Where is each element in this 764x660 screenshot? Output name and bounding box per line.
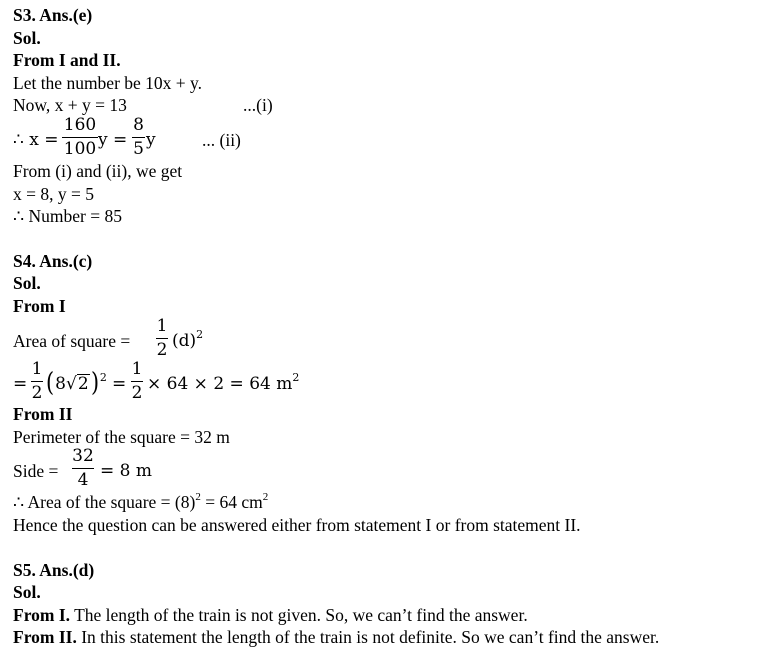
s4-side-rhs: = 8 m xyxy=(100,461,152,481)
s4-hence-line: Hence the question can be answered either from statement I or from statement II. xyxy=(13,515,581,535)
s4-perimeter-line: Perimeter of the square = 32 m xyxy=(13,427,230,447)
s4-calc-rest xyxy=(147,371,300,394)
s4-calc-half2-bar xyxy=(131,381,143,382)
s3-eq-tag-ii: ... (ii) xyxy=(202,130,241,150)
s4-right-paren: ) xyxy=(90,368,99,398)
s3-line-from-i-ii: From (i) and (ii), we get xyxy=(13,161,183,181)
s4-calc-half2-numerator: 1 xyxy=(131,359,143,379)
s4-side-label: Side = xyxy=(13,461,59,481)
s3-line-values: x = 8, y = 5 xyxy=(13,184,94,204)
s4-calc-half-numerator: 1 xyxy=(31,359,43,379)
s4-heading: S4. Ans.(c) xyxy=(13,251,93,271)
s4-fraction-32-4 xyxy=(72,448,94,489)
s3-heading: S3. Ans.(e) xyxy=(13,5,93,25)
s3-sol-label: Sol. xyxy=(13,28,41,48)
s3-fraction-160-100 xyxy=(62,117,98,158)
s5-from1-text: The length of the train is not given. So, we can’t find the answer. xyxy=(70,605,528,625)
s5-from1-label: From I. xyxy=(13,605,71,625)
s4-calc-half-bar xyxy=(31,381,43,382)
s4-half-numerator: 1 xyxy=(156,316,168,336)
s4-sqrt-symbol: √ xyxy=(65,374,77,394)
s4-area-label: Area of square = xyxy=(13,331,131,351)
s4-fraction-half xyxy=(156,318,168,359)
s4-sol-label: Sol. xyxy=(13,273,41,293)
s4-area-d: (d) xyxy=(172,331,197,351)
s4-calc-eq: = xyxy=(13,374,28,394)
s4-area2-mid: = 64 cm xyxy=(200,492,263,512)
s4-left-paren: ( xyxy=(46,368,55,398)
s3-x-prefix: ∴ x = xyxy=(13,130,59,150)
s3-frac1-numerator: 160 xyxy=(63,115,97,135)
s4-calc-fraction-half-2 xyxy=(131,361,143,402)
s4-area2-text: ∴ Area of the square = (8) xyxy=(13,492,196,512)
s4-calc-paren-expr xyxy=(45,368,107,398)
s4-area2-line xyxy=(13,491,269,512)
s5-from2-line xyxy=(13,629,659,647)
s5-heading: S5. Ans.(d) xyxy=(13,560,95,580)
s4-calc-rest-text: × 64 × 2 = 64 m xyxy=(147,374,293,394)
s4-side-numerator: 32 xyxy=(72,446,94,466)
s4-half-denominator: 2 xyxy=(156,340,168,361)
s4-calc-rest-exp: 2 xyxy=(292,371,300,384)
s4-calc-half2-denominator: 2 xyxy=(131,383,143,404)
s4-side-bar xyxy=(72,468,94,469)
s3-line-number-result: ∴ Number = 85 xyxy=(13,206,122,226)
s3-y-var: y xyxy=(146,130,156,150)
s3-y-equals: y = xyxy=(98,130,128,150)
s3-from-label: From I and II. xyxy=(13,50,121,70)
s4-from1-label: From I xyxy=(13,296,66,316)
s3-frac1-bar xyxy=(62,137,98,138)
s4-calc-half-denominator: 2 xyxy=(31,383,43,404)
s3-frac2-numerator: 8 xyxy=(133,115,144,135)
s4-calc-exp: 2 xyxy=(99,371,107,384)
s3-frac2-bar xyxy=(132,137,145,138)
s4-from2-label: From II xyxy=(13,404,73,424)
s3-line-sum: Now, x + y = 13 xyxy=(13,95,127,115)
s3-fraction-8-5 xyxy=(132,117,145,158)
s3-eq-tag-i: ...(i) xyxy=(243,95,273,115)
s3-frac2-denominator: 5 xyxy=(133,139,144,160)
s4-calc-mid-eq: = xyxy=(112,374,127,394)
s4-half-bar xyxy=(156,338,168,339)
s5-from1-line xyxy=(13,607,528,625)
s3-line-number: Let the number be 10x + y. xyxy=(13,73,203,93)
s4-sqrt-radicand: 2 xyxy=(77,374,89,394)
s4-calc-fraction-half xyxy=(31,361,43,402)
s5-sol-label: Sol. xyxy=(13,582,41,602)
s4-area2-exp2: 2 xyxy=(262,491,269,503)
s4-side-denominator: 4 xyxy=(77,470,89,491)
s5-from2-label: From II. xyxy=(13,627,77,647)
s5-from2-text: In this statement the length of the train is not definite. So we can’t find the answer. xyxy=(76,627,660,647)
s4-area2-exp1: 2 xyxy=(195,491,201,503)
s3-frac1-denominator: 100 xyxy=(63,139,97,160)
s4-area-rhs xyxy=(172,328,204,351)
s4-area-exp: 2 xyxy=(196,328,204,341)
s4-calc-eight: 8 xyxy=(55,374,66,394)
